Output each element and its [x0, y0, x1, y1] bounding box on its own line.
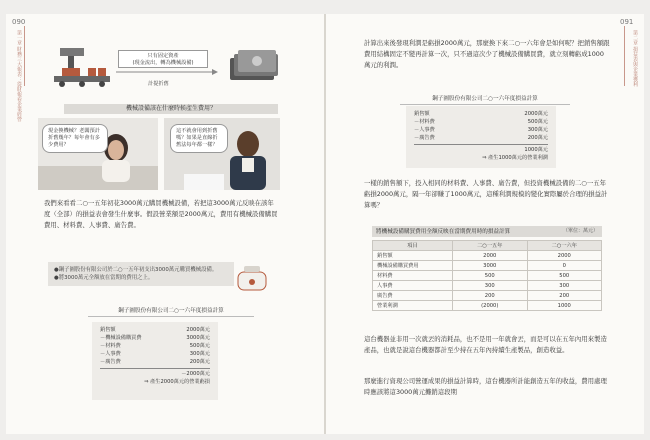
- speech-bubble-left: 現金換機械？老闆預計折舊幾年？每年會有多少費用？: [42, 124, 108, 153]
- left-ledger-title: 鋼子圖股份有限公司二○一六年度損益計算: [88, 306, 254, 317]
- table-row: [373, 261, 602, 271]
- table-cell: 1000: [527, 301, 602, 311]
- table-cell: 500: [453, 271, 528, 281]
- table-cell: 500: [527, 271, 602, 281]
- ledger-row: －廣告費 200萬元: [414, 135, 548, 141]
- table-header: 二○一六年: [527, 241, 602, 251]
- table-row: [373, 281, 602, 291]
- table-cell: 200: [453, 291, 528, 301]
- right-page: [326, 14, 644, 434]
- right-body-paragraph-bottom2: 那麼進行資現公司營運成果的損益計算時，這台機器所計能創造五年的收益，費用處理時應該將這3000萬元攤銷這段期: [364, 377, 607, 396]
- table-cell: 3000: [453, 261, 528, 271]
- diagram-box-label-1: 只有固定資產: [147, 53, 179, 59]
- table-cell: 營業利潤: [373, 301, 453, 311]
- left-accent-line: [24, 26, 25, 86]
- table-cell: 機械設備購買費用: [373, 261, 453, 271]
- table-cell: 0: [527, 261, 602, 271]
- table-header: 二○一五年: [453, 241, 528, 251]
- table-cell: 300: [527, 281, 602, 291]
- left-body-paragraph: 我們來看看二○一五年初花3000萬元購買機械設備，若把這3000萬元反映在該年度（全部）的損益表會發生什麼事。假設營業額是2000萬元，費用有機械設備購買費用、材料費、人事費、廣告費。: [44, 199, 278, 229]
- ledger-row: －人事費 300萬元: [414, 127, 548, 133]
- right-body-paragraph-top: 計算出來後發現利潤是虧損2000萬元，那麼換下來二○一六年會是如何呢？把銷售額跟費用結構固定不變再計算一次，只不過這次少了機械設備購買費，就立刻轉虧成1000萬元的利潤。: [364, 39, 610, 69]
- ledger-row: －材料費 500萬元: [414, 119, 548, 125]
- ledger-total-row: 1000萬元: [414, 144, 548, 154]
- table-row: [373, 301, 602, 311]
- diagram-arrows: [112, 62, 222, 82]
- speech-bubble-right: 這不就會用到折舊嗎？如果是直線折舊法每年都一樣？: [170, 124, 228, 153]
- ledger-row: －材料費 500萬元: [100, 343, 210, 349]
- ledger-row: －機械設備購買費 3000萬元: [100, 335, 210, 341]
- ledger-conclusion: ⇒ 產生1000萬元的營業利潤: [482, 155, 548, 161]
- right-ledger-title: 鋼子圖股份有限公司二○一六年度損益計算: [400, 94, 570, 105]
- left-note-box: [48, 262, 234, 286]
- ledger-conclusion: ⇒ 產生2000萬元的營業虧損: [144, 379, 210, 385]
- table-caption-bar: [372, 226, 602, 237]
- ledger-row: －廣告費 200萬元: [100, 359, 210, 365]
- right-body-paragraph-mid: 一樣的銷售額下，投入相同的材料費、人事費、廣告費，但投資機械設備的二○一五年虧損2000萬元，隔一年卻賺了1000萬元，這種利潤規模的變化實際屬於合理的損益計算嗎？: [364, 179, 608, 209]
- table-cell: 材料費: [373, 271, 453, 281]
- note-line-2: ●將3000萬元全額放在當期的費用之上。: [54, 275, 154, 281]
- table-cell: 銷售額: [373, 251, 453, 261]
- factory-machine-illustration: [52, 46, 114, 88]
- table-cell: 200: [527, 291, 602, 301]
- profit-loss-table: [372, 240, 602, 311]
- ledger-row: －人事費 300萬元: [100, 351, 210, 357]
- left-ledger: [92, 322, 218, 400]
- table-row: [373, 291, 602, 301]
- table-caption: 將機械設備購買費用全額反映在當期費用時的損益計算: [376, 229, 511, 235]
- ledger-row: 銷售額 2000萬元: [414, 111, 548, 117]
- diagram-bottom-label: 計提折舊: [148, 81, 169, 87]
- table-header-row: [373, 241, 602, 251]
- ledger-total-row: －2000萬元: [100, 368, 210, 378]
- table-cell: 2000: [527, 251, 602, 261]
- table-cell: 人事費: [373, 281, 453, 291]
- note-line-1: ●鋼子圖股份有限公司於二○一五年初支出3000萬元購買機械設備。: [54, 267, 218, 273]
- rice-cooker-icon: [234, 262, 270, 294]
- section-banner: 機械設備該在什麼時候產生費用？: [64, 104, 278, 114]
- right-page-number: 091: [620, 18, 634, 26]
- ledger-row: 銷售額 2000萬元: [100, 327, 210, 333]
- table-cell: 2000: [453, 251, 528, 261]
- money-stack-illustration: [228, 48, 280, 86]
- diagram-box-label-2: (現金流出，轉為機械設備): [132, 60, 194, 66]
- right-body-paragraph-bottom: 這台機器並非用一次就丟的消耗品，也不是用一年就會丟，而是可以在五年內用來製造產品，也就是說這台機器都計至少持在五年內持續生產製品，創造收益。: [364, 335, 607, 354]
- table-row: [373, 271, 602, 281]
- table-unit: （單位：萬元）: [562, 228, 598, 234]
- right-running-head: 第二章 損益表與企業獲利: [632, 30, 638, 87]
- table-cell: (2000): [453, 301, 528, 311]
- left-running-head: 第一章 財務三大報表：從財報看企業經營: [16, 30, 22, 122]
- table-cell: 廣告費: [373, 291, 453, 301]
- table-cell: 300: [453, 281, 528, 291]
- left-page-number: 090: [12, 18, 26, 26]
- right-accent-line: [624, 26, 625, 86]
- table-header: 項目: [373, 241, 453, 251]
- table-row: [373, 251, 602, 261]
- right-ledger: [406, 106, 556, 168]
